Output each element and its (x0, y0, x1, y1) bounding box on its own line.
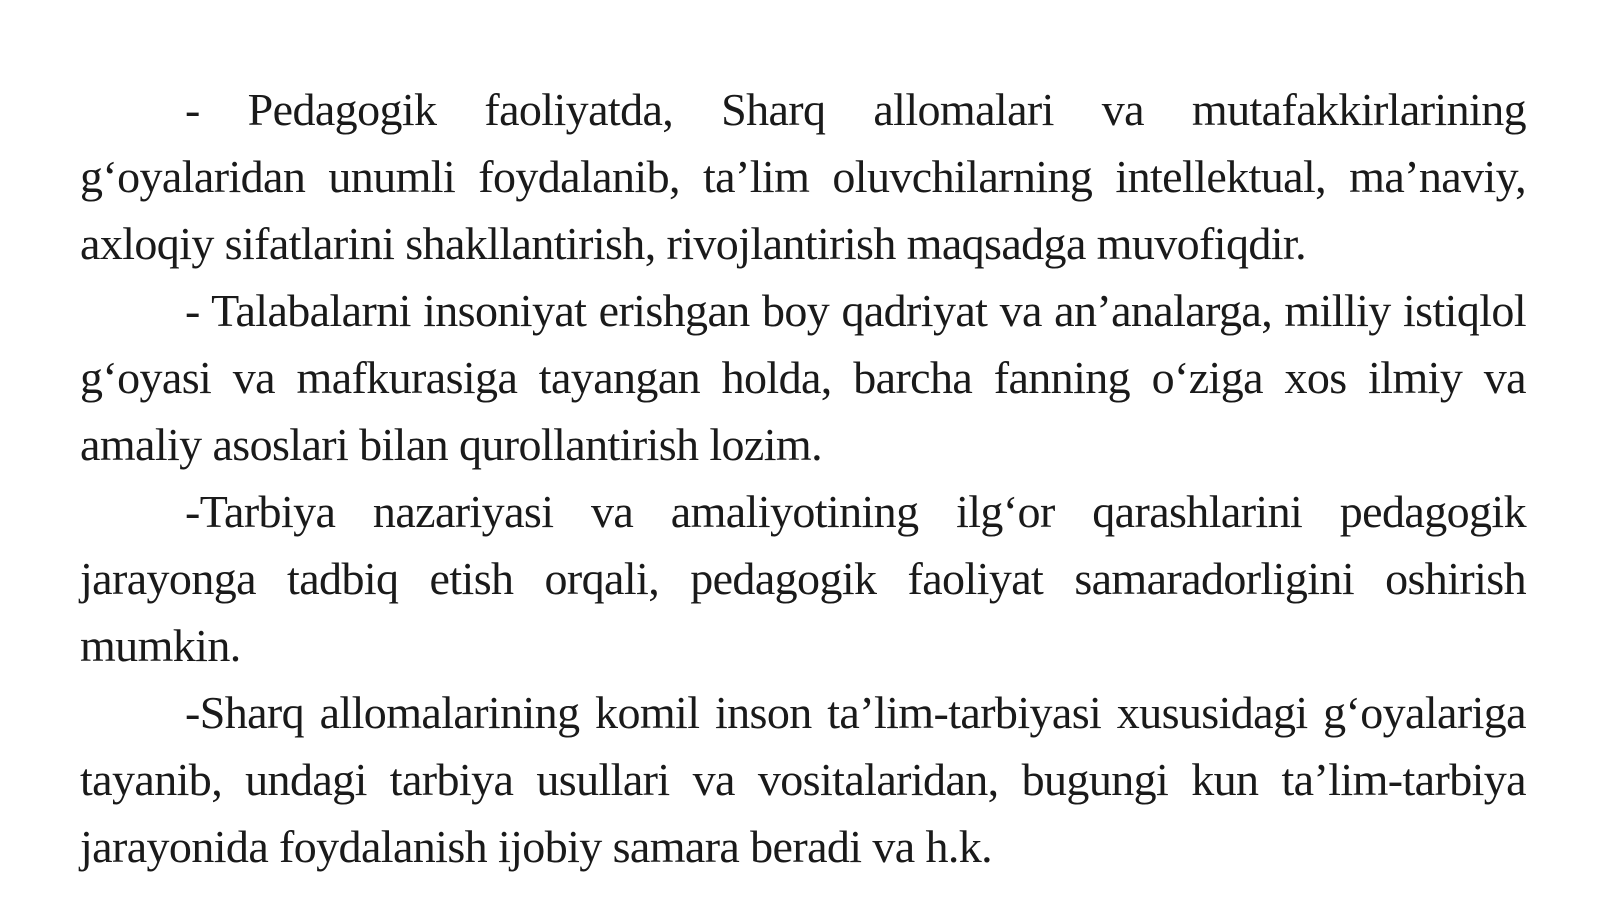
paragraph-pedagogical-activity: - Pedagogik faoliyatda, Sharq allomalari va mutafakkirlarining g‘oyalaridan unumli foydalanib, ta’lim oluvchilarning intellektual, ma’naviy, axloqiy sifatlarini shakllantirish, rivojlantirish maqsadga muvofiqdir. (80, 84, 1526, 269)
document-body (80, 76, 1526, 880)
paragraph-students-values: - Talabalarni insoniyat erishgan boy qadriyat va an’analarga, milliy istiqlol g‘oyasi va mafkurasiga tayangan holda, barcha fanning o‘ziga xos ilmiy va amaliy asoslari bilan qurollantirish lozim. (80, 285, 1526, 470)
paragraph-eastern-scholars: -Sharq allomalarining komil inson ta’lim-tarbiyasi xususidagi g‘oyalariga tayanib, undagi tarbiya usullari va vositalaridan, bugungi kun ta’lim-tarbiya jarayonida foydalanish ijobiy samara beradi va h.k. (80, 687, 1526, 872)
paragraph-upbringing-theory: -Tarbiya nazariyasi va amaliyotining ilg‘or qarashlarini pedagogik jarayonga tadbiq etish orqali, pedagogik faoliyat samaradorligini oshirish mumkin. (80, 486, 1526, 671)
